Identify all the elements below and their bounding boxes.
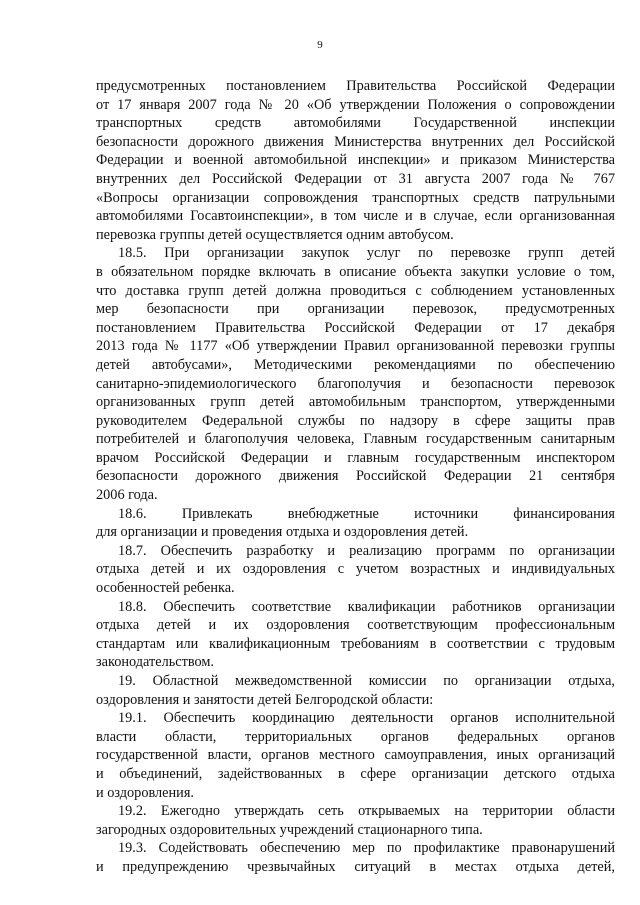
text-line: перевозка группы детей осуществляется одним автобусом. bbox=[96, 226, 454, 243]
text-line: детей автобусами», Методическими рекомендациями по обеспечению bbox=[96, 356, 615, 373]
text-line: мер безопасности при организации перевозок, предусмотренных bbox=[96, 301, 615, 318]
text-line: и объединений, задействованных в сфере организации детского отдыха bbox=[96, 765, 615, 782]
text-line: организованных групп детей автомобильным транспортом, утвержденными bbox=[96, 394, 615, 411]
text-line: оздоровления и занятости детей Белгородской области: bbox=[96, 691, 434, 708]
text-line: «Вопросы организации сопровождения транспортных средств патрульными bbox=[96, 189, 615, 206]
text-line: 2006 года. bbox=[96, 487, 158, 504]
text-line: стандартам или квалификационным требованиям в соответствии с трудовым bbox=[96, 635, 615, 652]
text-line: безопасности дорожного движения Российской Федерации 21 сентября bbox=[96, 468, 615, 485]
text-line: особенностей ребенка. bbox=[96, 580, 235, 597]
text-line: 18.6. Привлекать внебюджетные источники финансирования bbox=[118, 505, 615, 522]
text-line: транспортных средств автомобилями Государственной инспекции bbox=[96, 115, 615, 132]
text-line: государственной власти, органов местного самоуправления, иных организаций bbox=[96, 747, 615, 764]
text-line: и предупреждению чрезвычайных ситуаций в местах отдыха детей, bbox=[96, 858, 615, 875]
text-line: 2013 года № 1177 «Об утверждении Правил организованной перевозки группы bbox=[96, 338, 615, 355]
document-body bbox=[96, 77, 615, 877]
page-number: 9 bbox=[317, 39, 323, 51]
text-line: для организации и проведения отдыха и оздоровления детей. bbox=[96, 524, 469, 541]
text-line: Федерации и военной автомобильной инспекции» и приказом Министерства bbox=[96, 152, 615, 169]
text-line: 18.8. Обеспечить соответствие квалификации работников организации bbox=[118, 598, 615, 615]
text-line: предусмотренных постановлением Правительства Российской Федерации bbox=[96, 78, 615, 94]
text-line: законодательством. bbox=[96, 654, 214, 671]
text-line: загородных оздоровительных учреждений стационарного типа. bbox=[96, 821, 483, 838]
text-line: постановлением Правительства Российской Федерации от 17 декабря bbox=[96, 319, 615, 336]
text-line: власти области, территориальных органов федеральных органов bbox=[96, 728, 615, 745]
text-line: 18.5. При организации закупок услуг по перевозке групп детей bbox=[118, 245, 615, 262]
text-line: в обязательном порядке включать в описание объекта закупки условие о том, bbox=[96, 263, 615, 280]
text-line: от 17 января 2007 года № 20 «Об утверждении Положения о сопровождении bbox=[96, 96, 615, 113]
text-line: внутренних дел Российской Федерации от 31 августа 2007 года № 767 bbox=[96, 170, 615, 187]
text-line: 19.2. Ежегодно утверждать сеть открываемых на территории области bbox=[118, 803, 615, 820]
text-line: санитарно-эпидемиологического благополучия и безопасности перевозок bbox=[96, 375, 615, 392]
text-line: 19.3. Содействовать обеспечению мер по профилактике правонарушений bbox=[118, 840, 615, 857]
text-line: и оздоровления. bbox=[96, 784, 194, 801]
text-line: автомобилями Госавтоинспекции», в том числе и в случае, если организованная bbox=[96, 208, 615, 225]
text-line: отдыха детей и их оздоровления с учетом возрастных и индивидуальных bbox=[96, 561, 615, 578]
text-line: 19. Областной межведомственной комиссии по организации отдыха, bbox=[118, 673, 615, 689]
text-line: потребителей и благополучия человека, Главным государственным санитарным bbox=[96, 431, 615, 448]
text-line: руководителем Федеральной службы по надзору в сфере защиты прав bbox=[96, 412, 615, 429]
text-line: 19.1. Обеспечить координацию деятельности органов исполнительной bbox=[118, 710, 615, 727]
text-line: отдыха детей и их оздоровления соответствующим профессиональным bbox=[96, 617, 615, 634]
text-line: что доставка групп детей должна проводиться с соблюдением установленных bbox=[96, 282, 615, 299]
text-line: врачом Российской Федерации и главным государственным инспектором bbox=[96, 449, 615, 466]
text-line: 18.7. Обеспечить разработку и реализацию программ по организации bbox=[118, 542, 615, 559]
text-line: безопасности дорожного движения Министерства внутренних дел Российской bbox=[96, 133, 615, 150]
